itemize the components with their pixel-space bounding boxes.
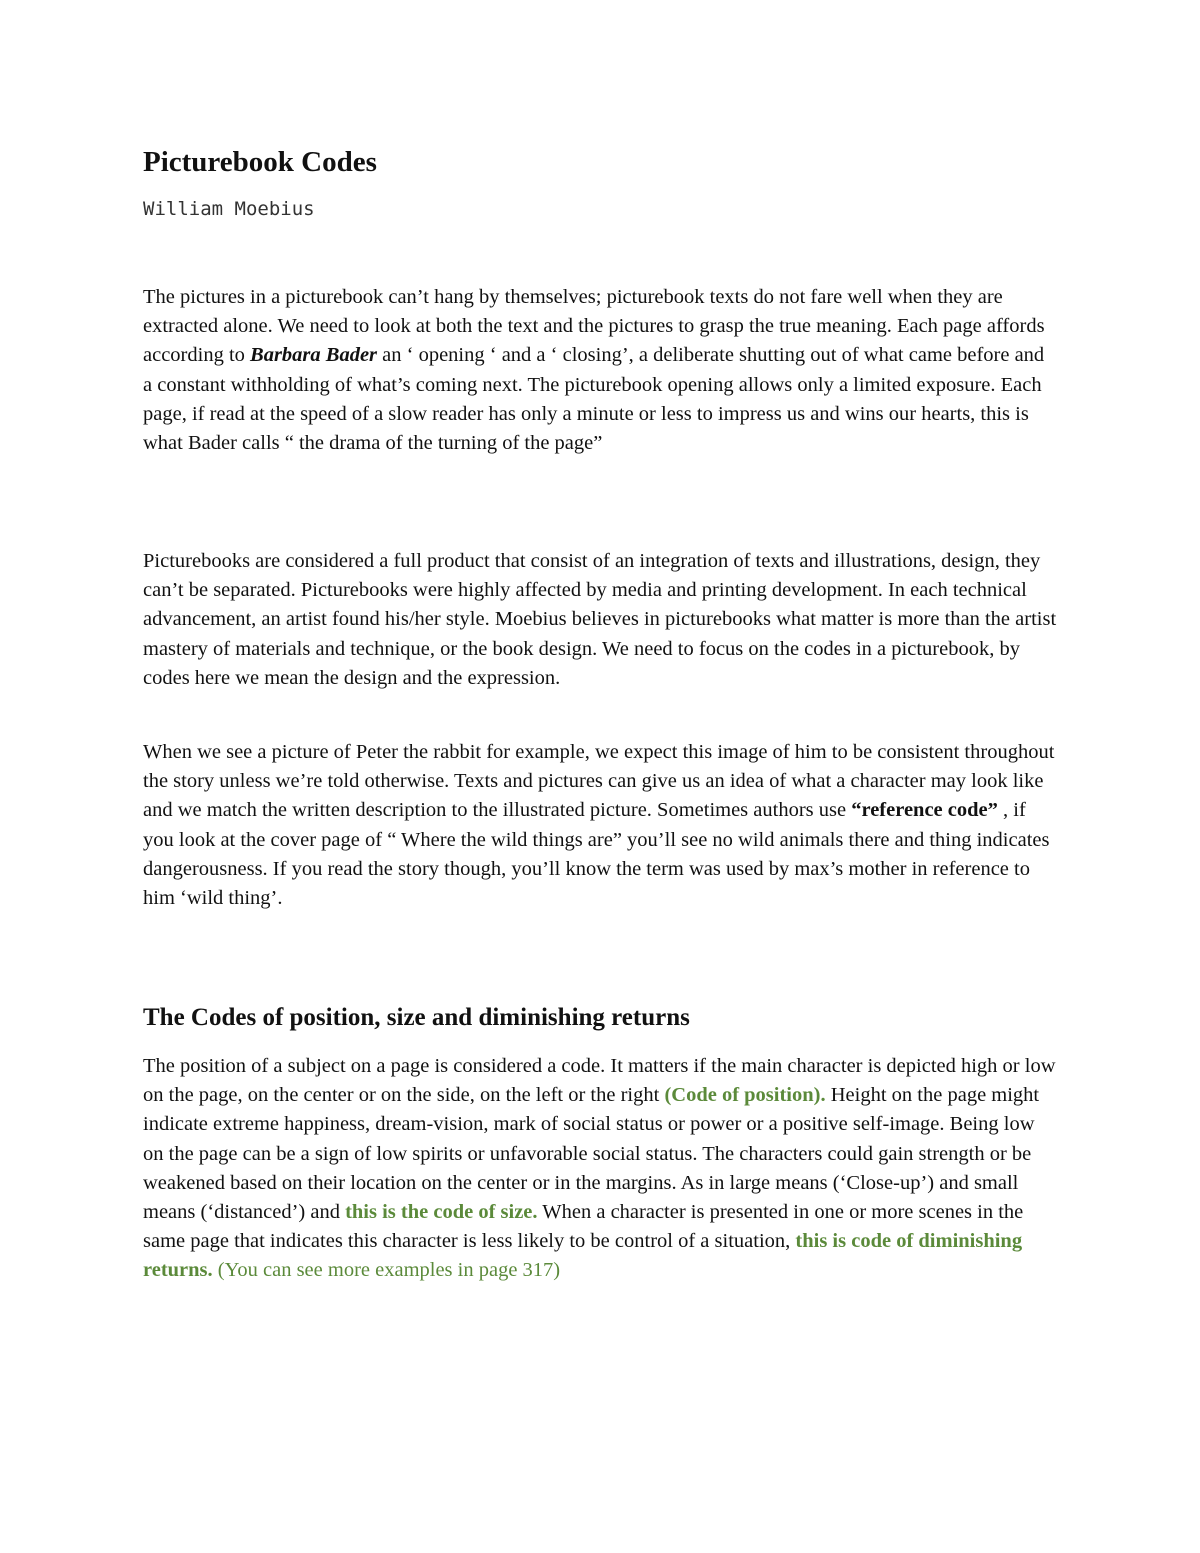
paragraph-picturebooks: Picturebooks are considered a full product that consist of an integration of texts and illustrations, design, they can’t be separated. Picturebooks were highly affected by media and printing development. In each technical advancement, an artist found his/her style. Moebius believes in picturebooks what matter is more than the artist mastery of materials and technique, or the book design. We need to focus on the codes in a picturebook, by codes here we mean the design and the expression. (143, 550, 1057, 689)
text-run: When a character is presented in one or more scenes in the same page that indicates this character is less likely to be control of a situation, (143, 1201, 1024, 1253)
text-run: an ‘ opening ‘ and a ‘ closing’, a deliberate shutting out of what came before and a constant withholding of what’s coming next. The picturebook opening allows only a limited exposure. Each page, if read at the speed of a slow reader has only a minute or less to impress us and wins our hearts, this is what Bader calls “ the drama of the turning of the page” (143, 344, 1045, 455)
note-more-examples: (You can see more examples in page 317) (217, 1259, 561, 1282)
text-run: When we see a picture of Peter the rabbit for example, we expect this image of him to be consistent throughout the story unless we’re told otherwise. Texts and pictures can give us an idea of what a character may look like and we match the written description to the illustrated picture. Sometimes authors use (143, 741, 1055, 822)
highlight-code-of-diminishing-returns: this is code of diminishing returns. (143, 1230, 1023, 1282)
emphasis-barbara-bader: Barbara Bader (250, 344, 378, 367)
paragraph-codes (143, 1052, 1058, 1286)
paragraph-reference-code (143, 738, 1058, 913)
text-run: Height on the page might indicate extreme happiness, dream-vision, mark of social status or power or a positive self-image. Being low on the page can be a sign of low spirits or unfavorable social status. The characters could gain strength or be weakened based on their location on the center or in the margins. As in large means (‘Close-up’) and small means (‘distanced’) and (143, 1084, 1040, 1224)
text-run: , if you look at the cover page of “ Where the wild things are” you’ll see no wild animals there and thing indicates dangerousness. If you read the story though, you’ll know the term was used by max’s mother in reference to him ‘wild thing’. (143, 799, 1050, 910)
highlight-code-of-size: this is the code of size. (345, 1201, 538, 1224)
emphasis-reference-code: “reference code” (851, 799, 998, 822)
paragraph-intro (143, 283, 1058, 458)
text-run: The pictures in a picturebook can’t hang by themselves; picturebook texts do not fare well when they are extracted alone. We need to look at both the text and the pictures to grasp the true meaning. Each page affords according to (143, 286, 1045, 367)
highlight-code-of-position: (Code of position). (664, 1084, 826, 1107)
section-heading: The Codes of position, size and diminishing returns (143, 1004, 690, 1031)
document-title: Picturebook Codes (143, 146, 377, 178)
text-run: The position of a subject on a page is considered a code. It matters if the main character is depicted high or low on the page, on the center or on the side, on the left or the right (143, 1055, 1056, 1107)
author-name: William Moebius (143, 198, 315, 220)
